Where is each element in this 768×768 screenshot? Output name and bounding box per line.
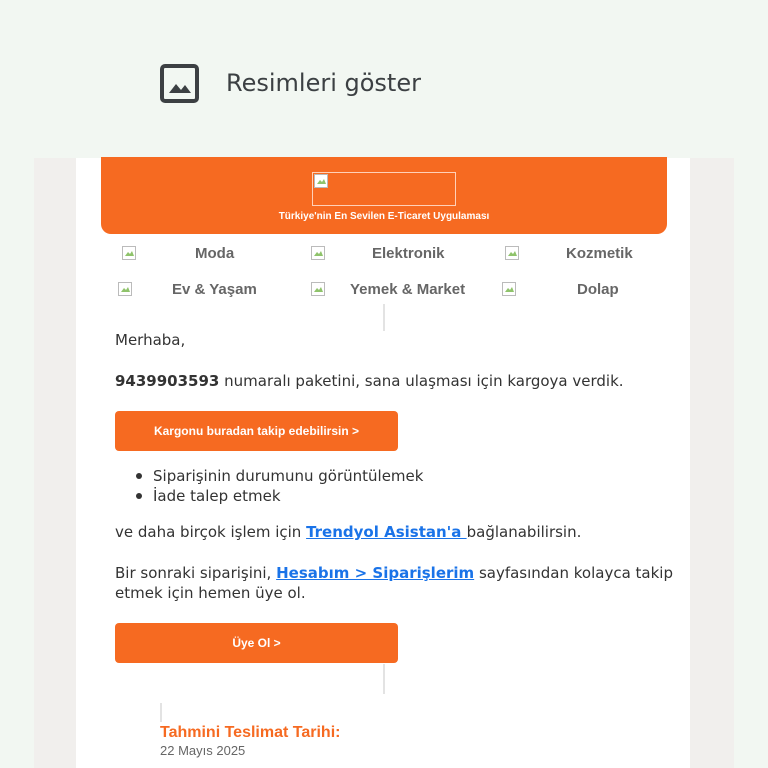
orders-suffix: sayfasından kolayca takip [474,564,673,582]
list-item [136,486,423,506]
signup-button[interactable]: Üye Ol > [115,623,398,663]
category-dolap[interactable] [502,281,619,298]
category-elektronik[interactable] [311,245,445,262]
features-list [136,466,423,506]
delivery-date: 22 Mayıs 2025 [160,743,246,758]
delivery-title: Tahmini Teslimat Tarihi: [160,724,341,741]
bullet [136,493,142,499]
category-label: Moda [195,245,235,262]
show-images-button[interactable] [160,63,421,103]
category-label: Dolap [577,281,619,298]
divider [383,664,385,694]
broken-image-icon [314,174,328,188]
trendyol-assistant-link[interactable]: Trendyol Asistan'a [306,523,467,541]
list-item [136,466,423,486]
divider [383,304,385,331]
logo-image-placeholder[interactable] [312,172,456,206]
broken-image-icon [118,282,132,296]
package-number: 9439903593 [115,372,220,390]
category-ev-yasam[interactable] [118,281,257,298]
broken-image-icon [311,246,325,260]
assistant-message [115,523,581,541]
delivery-left-border [160,703,162,722]
category-label: Ev & Yaşam [172,281,257,298]
my-orders-link[interactable]: Hesabım > Siparişlerim [276,564,475,582]
orders-message-line2: etmek için hemen üye ol. [115,584,306,602]
category-label: Elektronik [372,245,445,262]
orders-prefix: Bir sonraki siparişini, [115,564,277,582]
track-cargo-button[interactable]: Kargonu buradan takip edebilirsin > [115,411,398,451]
category-label: Yemek & Market [350,281,466,298]
package-message [115,372,624,390]
package-text: numaralı paketini, sana ulaşması için kargoya verdik. [219,372,624,390]
category-kozmetik[interactable] [505,245,633,262]
show-images-label: Resimleri göster [226,69,421,97]
broken-image-icon [311,282,325,296]
image-icon [160,64,199,103]
assistant-prefix: ve daha birçok işlem için [115,523,307,541]
broken-image-icon [502,282,516,296]
category-label: Kozmetik [566,245,633,262]
header-tagline: Türkiye'nin En Sevilen E-Ticaret Uygulaması [278,211,490,222]
orders-message [115,564,673,582]
list-item-text: İade talep etmek [153,487,281,505]
assistant-suffix: bağlanabilirsin. [466,523,582,541]
bullet [136,473,142,479]
list-item-text: Siparişinin durumunu görüntülemek [153,467,424,485]
broken-image-icon [505,246,519,260]
greeting: Merhaba, [115,331,186,349]
category-moda[interactable] [122,245,235,262]
category-yemek-market[interactable] [311,281,466,298]
broken-image-icon [122,246,136,260]
